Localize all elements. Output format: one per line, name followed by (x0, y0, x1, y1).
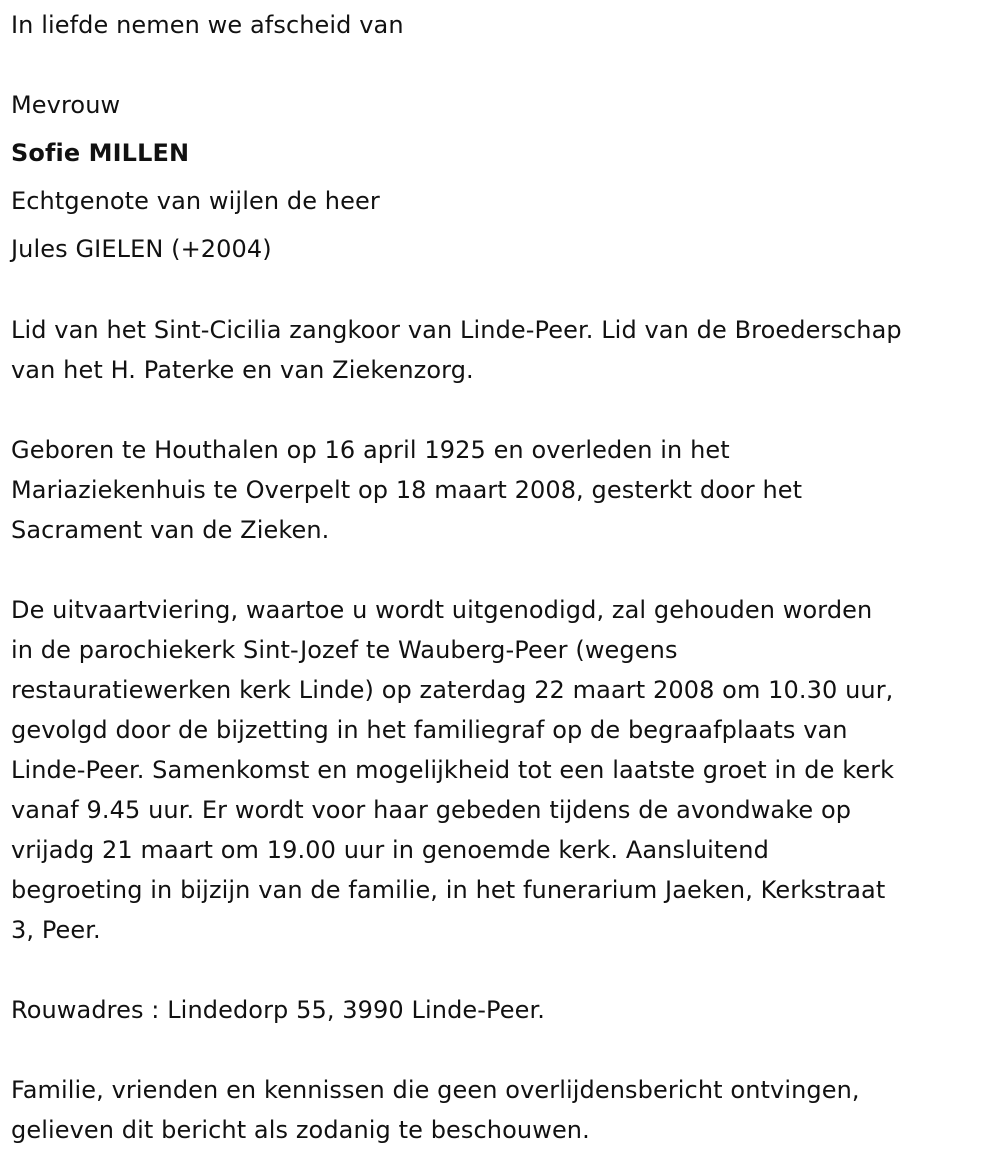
funeral-line-1: De uitvaartviering, waartoe u wordt uitgenodigd, zal gehouden worden (11, 596, 873, 624)
memberships-line-2: van het H. Paterke en van Ziekenzorg. (11, 356, 474, 384)
birth-death-line-2: Mariaziekenhuis te Overpelt op 18 maart 2008, gesterkt door het (11, 476, 803, 504)
intro-line: In liefde nemen we afscheid van (11, 11, 404, 39)
funeral-line-3: restauratiewerken kerk Linde) op zaterdag 22 maart 2008 om 10.30 uur, (11, 676, 894, 704)
salutation: Mevrouw (11, 91, 121, 119)
spouse-line: Jules GIELEN (+2004) (11, 235, 272, 263)
funeral-line-2: in de parochiekerk Sint-Jozef te Wauberg-Peer (wegens (11, 636, 678, 664)
funeral-line-9: 3, Peer. (11, 916, 101, 944)
funeral-line-5: Linde-Peer. Samenkomst en mogelijkheid tot een laatste groet in de kerk (11, 756, 895, 784)
birth-death-line-3: Sacrament van de Zieken. (11, 516, 330, 544)
closing-line-2: gelieven dit bericht als zodanig te beschouwen. (11, 1116, 590, 1144)
funeral-line-4: gevolgd door de bijzetting in het familiegraf op de begraafplaats van (11, 716, 848, 744)
funeral-line-7: vrijadg 21 maart om 19.00 uur in genoemde kerk. Aansluitend (11, 836, 769, 864)
memberships-line-1: Lid van het Sint-Cicilia zangkoor van Linde-Peer. Lid van de Broederschap (11, 316, 902, 344)
relation-line: Echtgenote van wijlen de heer (11, 187, 380, 215)
mourning-address: Rouwadres : Lindedorp 55, 3990 Linde-Peer. (11, 996, 545, 1024)
closing-line-1: Familie, vrienden en kennissen die geen overlijdensbericht ontvingen, (11, 1076, 860, 1104)
birth-death-line-1: Geboren te Houthalen op 16 april 1925 en overleden in het (11, 436, 730, 464)
funeral-line-8: begroeting in bijzijn van de familie, in het funerarium Jaeken, Kerkstraat (11, 876, 886, 904)
funeral-line-6: vanaf 9.45 uur. Er wordt voor haar gebeden tijdens de avondwake op (11, 796, 852, 824)
deceased-name: Sofie MILLEN (11, 139, 190, 167)
